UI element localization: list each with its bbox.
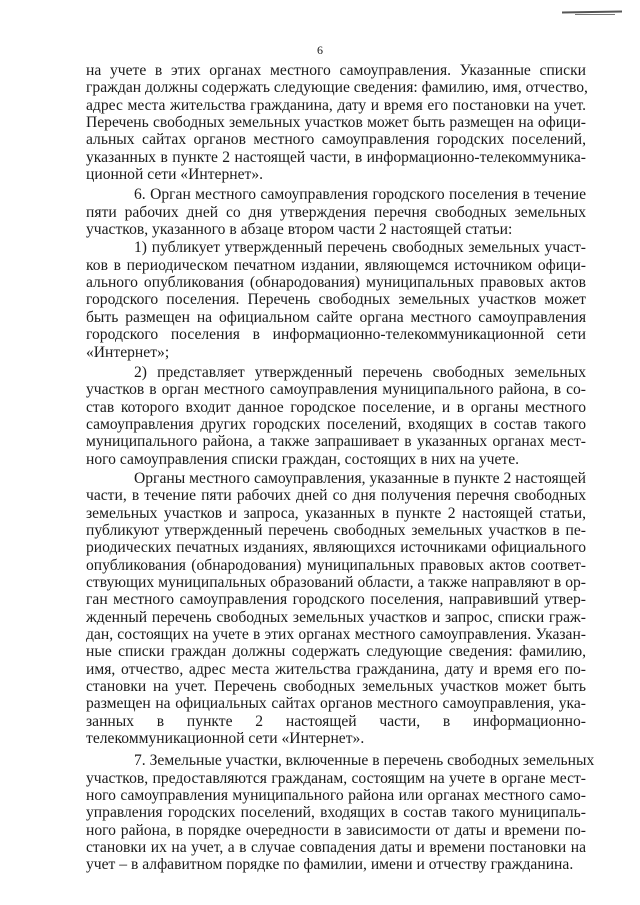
text-line: на учете в этих органах местного самоуправления. Указанные списки [86,62,586,79]
text-line: участков в орган местного самоуправления муниципального района, в со- [86,381,586,399]
text-line: 1) публикует утвержденный перечень свободных земельных участ- [134,239,586,257]
text-line: 2) представляет утвержденный перечень свободных земельных [134,363,586,381]
text-line: «Интернет»; [86,343,170,361]
text-line: 6. Орган местного самоуправления городского поселения в течение [134,186,586,204]
text-line: быть размещен на официальном сайте органа местного самоуправления [86,308,586,326]
text-line: становки их на учет, а в случае совпадения даты и времени постановки на [86,839,586,857]
text-line: занных в пункте 2 настоящей части, в информационно- [86,712,586,730]
document-body [86,62,595,874]
text-line: граждан должны содержать следующие сведения: фамилию, имя, отчество, [86,79,588,97]
text-line: земельных участков и запроса, указанных в пункте 2 настоящей статьи, [86,504,586,522]
text-line: части, в течение пяти рабочих дней со дня получения перечня свободных [86,487,586,505]
text-line: ного самоуправления списки граждан, состоящих в них на учете. [86,450,520,468]
text-line: учет – в алфавитном порядке по фамилии, имени и отчеству гражданина. [86,856,574,874]
paragraph-p3 [86,239,586,360]
text-line: 7. Земельные участки, включенные в перечень свободных земельных [134,752,595,770]
text-line: адрес места жительства гражданина, дату и время его постановки на учет. [86,96,586,114]
page-number: 6 [317,43,323,57]
text-line: ного района, в порядке очередности в зависимости от даты и времени по- [86,821,586,839]
paragraph-p4 [86,364,586,468]
text-line: ного самоуправления муниципального района или органах местного само- [86,787,586,805]
text-line: ные списки граждан должны содержать следующие сведения: фамилию, [86,643,586,661]
text-line: ствующих муниципальных образований области, а также направляют в ор- [86,573,586,591]
text-line: Перечень свободных земельных участков может быть размещен на офици- [86,114,586,132]
text-line: управления городских поселений, входящих в состав такого муниципаль- [86,804,586,822]
text-line: размещен на официальных сайтах органов местного самоуправления, ука- [86,695,586,713]
text-line: участков, указанного в абзаце втором части 2 настоящей статьи: [86,221,513,239]
paragraph-p5 [86,470,586,748]
text-line: ков в периодическом печатном издании, являющемся источником офици- [86,256,586,274]
paragraph-p2 [86,186,586,238]
text-line: имя, отчество, адрес места жительства гражданина, дату и время его по- [86,660,586,678]
text-line: став которого входит данное городское поселение, и в органы местного [86,398,586,416]
text-line: муниципального района, а также запрашивает в указанных органах мест- [86,433,586,451]
text-line: пяти рабочих дней со дня утверждения перечня свободных земельных [86,203,586,221]
text-line: риодических печатных изданиях, являющихся источниками официального [86,539,586,557]
text-line: самоуправления других городских поселений, входящих в состав такого [86,415,586,433]
text-line: ган местного самоуправления городского поселения, направивший утвер- [86,591,586,609]
scan-artifact-line-secondary [575,14,615,15]
text-line: дан, состоящих на учете в этих органах местного самоуправления. Указан- [86,626,586,643]
text-line: ционной сети «Интернет». [86,166,264,184]
text-line: опубликования (обнародования) муниципальных правовых актов соответ- [86,556,586,574]
text-line: жденный перечень свободных земельных участков и запрос, списки граж- [86,608,586,626]
text-line: участков, предоставляются гражданам, состоящим на учете в органе мест- [86,769,586,787]
text-line: городского поселения. Перечень свободных земельных участков может [86,291,586,309]
text-line: публикуют утвержденный перечень свободных земельных участков в пе- [86,521,586,539]
text-line: телекоммуникационной сети «Интернет». [86,730,365,748]
text-line: становки на учет. Перечень свободных земельных участков может быть [86,678,586,696]
text-line: Органы местного самоуправления, указанные в пункте 2 настоящей [134,469,586,487]
text-line: альных сайтах органов местного самоуправления городских поселений, [86,131,586,149]
paragraph-p1 [86,62,586,183]
text-line: ального опубликования (обнародования) муниципальных правовых актов [86,274,586,292]
text-line: городского поселения в информационно-телекоммуникационной сети [86,326,586,344]
text-line: указанных в пункте 2 настоящей части, в информационно-телекоммуника- [86,148,586,166]
paragraph-p6 [86,752,595,874]
